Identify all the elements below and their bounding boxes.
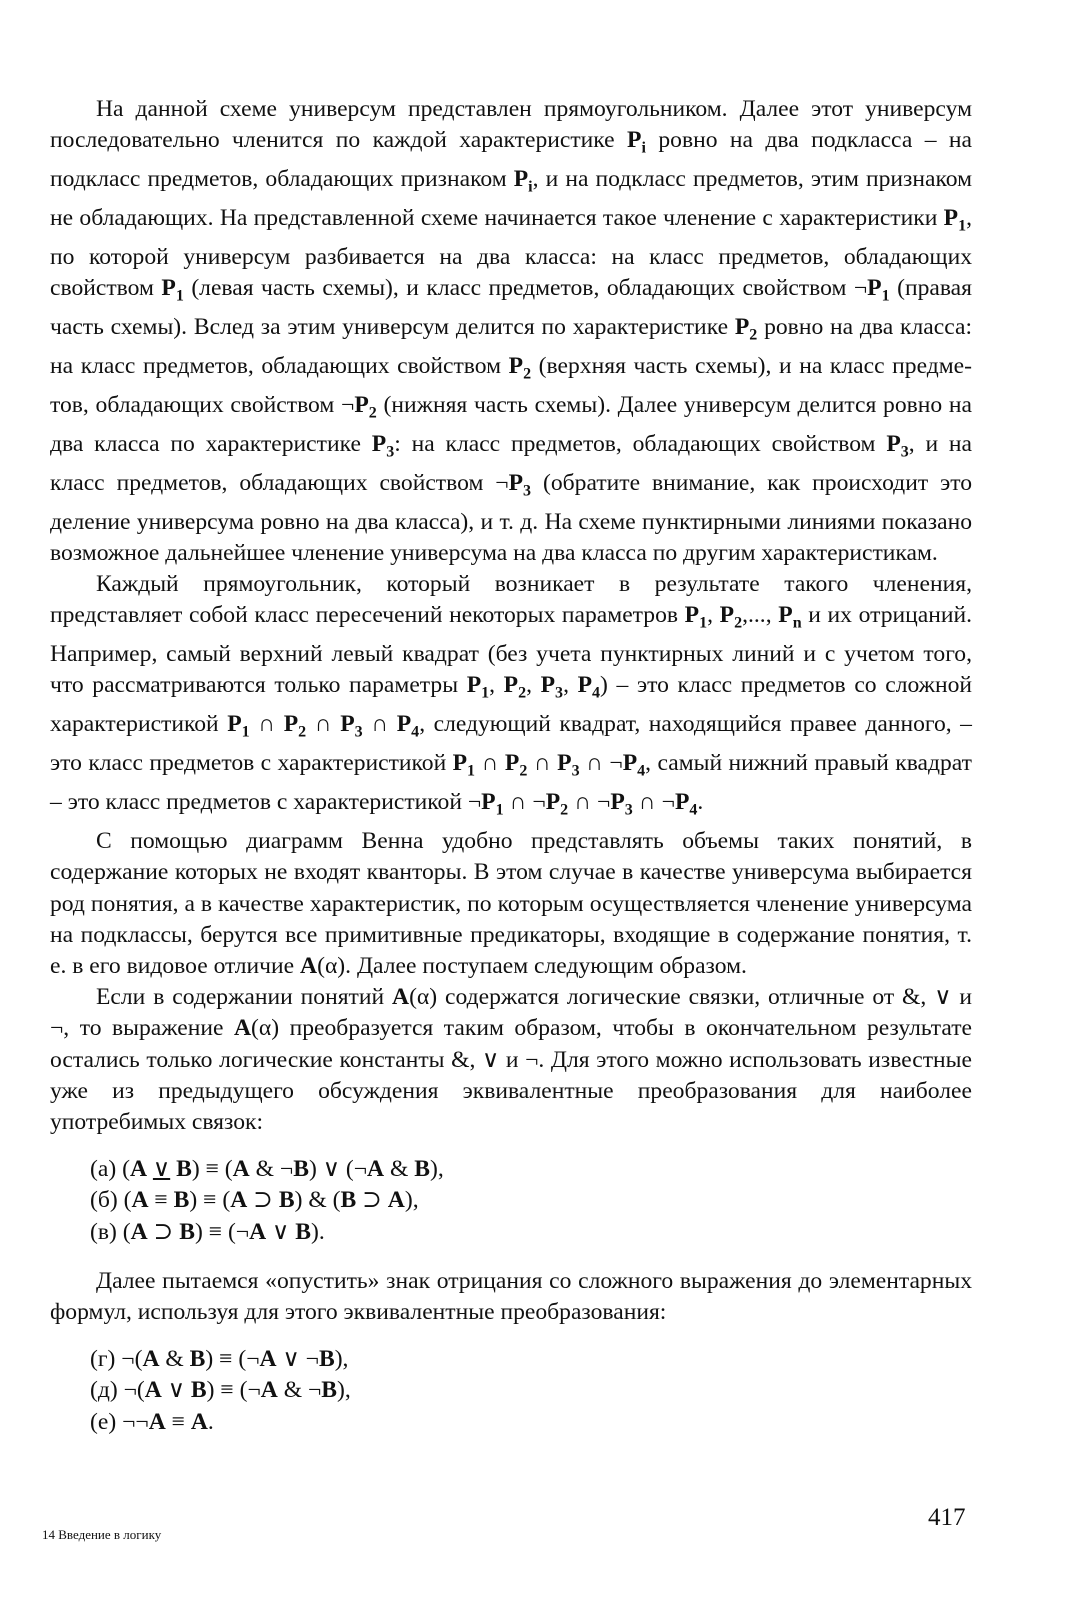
symbol-index: 2 <box>298 724 307 742</box>
symbol-index: 1 <box>495 801 504 819</box>
page-number: 417 <box>928 1504 966 1531</box>
symbol-index: 3 <box>624 801 633 819</box>
symbol-index: 4 <box>411 724 420 742</box>
text-run: , <box>563 672 578 699</box>
symbol-index: 1 <box>881 287 890 305</box>
symbol: P <box>540 672 556 699</box>
symbol: A <box>130 1218 148 1245</box>
paragraph-rectangles <box>50 569 972 826</box>
text-run: , <box>707 602 720 629</box>
text-run: , по которой универсум разбивается на два класса: на класс предметов, обладающих свойством <box>50 205 972 302</box>
symbol: P <box>396 711 412 738</box>
text-run: , и на подкласс предметов, этим признаком не обладающих. На представленной схеме начинается такое членение с характеристики <box>50 166 972 232</box>
symbol: B <box>340 1187 357 1214</box>
text-run: ∩ <box>527 750 558 777</box>
symbol: B <box>173 1187 190 1214</box>
symbol: P <box>452 750 468 777</box>
symbol: B <box>278 1187 295 1214</box>
symbol: A <box>131 1187 149 1214</box>
symbol: A <box>392 984 410 1011</box>
text-run: & <box>159 1346 190 1373</box>
text-run: ровно на два класса: на класс предметов, обладающих свойством <box>50 314 973 380</box>
symbol-index: 3 <box>571 763 580 780</box>
symbol: P <box>466 672 482 699</box>
text-run: и их отрицаний. Например, самый верхний левый квадрат (без учета пунктирных линий и с учетом того, что рассматриваются только параметры <box>50 602 973 699</box>
text-run: (α) преобразуется таким образом, чтобы в окончательном результате остались только логические константы &, ∨ и ¬. Для этого можно использовать известные уже из предыдущего обсуждения эквивалентные преобразования для наиболее употребимых связок: <box>50 1015 972 1135</box>
symbol: P <box>674 789 690 816</box>
text-run: , следующий квадрат, находящийся правее данного, – это класс предметов с характеристикой <box>50 711 972 777</box>
symbol: A <box>300 952 318 979</box>
text-run: ≡ <box>165 1408 191 1435</box>
symbol: A <box>367 1156 385 1183</box>
symbol-index: 2 <box>519 763 528 780</box>
symbol: B <box>321 1377 338 1404</box>
text-run: ) ≡ (¬ <box>206 1377 261 1404</box>
text-run: Каждый прямоугольник, который возникает в результате такого членения, представляет собой класс пересечений некоторых параметров <box>50 571 972 629</box>
text-run: На данной схеме универсум представлен прямоугольником. Далее этот универсум последовательно членится по каждой характеристике <box>50 96 972 154</box>
text-run: Далее пытаемся «опустить» знак отрицания со сложного выражения до элементарных формул, используя для этого эквивалентные преобразования: <box>50 1267 972 1325</box>
symbol: P <box>161 275 176 302</box>
symbol: P <box>508 353 524 380</box>
symbol-index: n <box>792 615 802 633</box>
text-run: , <box>489 672 504 699</box>
text-run: С помощью диаграмм Венна удобно представлять объемы таких понятий, в содержание которых не входят кванторы. В этом случае в качестве универсума выбирается род понятия, а в качестве характеристик, по которым осуществляется членение универсума на подклассы, берутся все примитивные предикаторы, входящие в содержание понятия, т. е. в его видовое отличие <box>50 828 972 979</box>
text-run: (д) ¬( <box>90 1377 145 1404</box>
symbol: P <box>227 711 242 738</box>
symbol: B <box>295 1218 311 1245</box>
symbol-index: 1 <box>467 763 476 780</box>
symbol: P <box>867 275 882 302</box>
symbol: P <box>734 314 750 341</box>
symbol-index: i <box>641 139 646 157</box>
symbol: P <box>481 789 496 816</box>
symbol-index: 4 <box>592 685 601 703</box>
symbol-index: 1 <box>958 217 967 235</box>
symbol-index: 3 <box>523 482 532 500</box>
symbol: P <box>622 750 638 777</box>
text-run: (б) ( <box>90 1187 132 1214</box>
text-run: & ¬ <box>249 1156 294 1183</box>
text-run: (правая часть схемы). Вслед за этим универсум делится по характеристике <box>50 275 972 341</box>
symbol: P <box>684 602 700 629</box>
text-run: ровно на два подкласса – на подкласс предметов, обладающих признаком <box>50 127 972 193</box>
symbol: A <box>144 1377 162 1404</box>
text-run: ∩ ¬ <box>632 789 675 816</box>
symbol: P <box>719 602 735 629</box>
symbol-index: 3 <box>386 443 395 461</box>
symbol: P <box>557 750 572 777</box>
text-run: ) – это класс предметов со сложной характеристикой <box>50 672 973 738</box>
symbol: P <box>627 127 642 154</box>
formula-b <box>90 1185 972 1216</box>
text-run: (α). Далее поступаем следующим образом. <box>317 952 747 979</box>
text-run: , <box>526 672 541 699</box>
text-run: & <box>384 1156 415 1183</box>
symbol: P <box>371 430 387 457</box>
formula-d <box>90 1375 972 1406</box>
symbol: P <box>283 711 299 738</box>
text-run: ) ≡ (¬ <box>194 1218 250 1245</box>
symbol: P <box>778 602 793 629</box>
symbol: A <box>142 1346 160 1373</box>
symbol: A <box>260 1377 278 1404</box>
text-run: ) & ( <box>294 1187 341 1214</box>
symbol: B <box>176 1156 192 1183</box>
symbol: A <box>190 1408 208 1435</box>
text-run: (в) ( <box>90 1218 131 1245</box>
symbol-index: 4 <box>637 763 646 780</box>
text-run: (верхняя часть схемы), и на класс предметов, обладающих свойством ¬ <box>50 353 972 418</box>
text-run: ,..., <box>742 602 779 629</box>
symbol-index: 2 <box>523 365 532 383</box>
formula-g <box>90 1344 972 1375</box>
text-run: ), <box>337 1377 351 1404</box>
symbol-index: 2 <box>734 615 743 633</box>
text-run: , и на класс предметов, обладающих свойством ¬ <box>50 430 973 496</box>
symbol: P <box>503 672 519 699</box>
symbol: A <box>232 1156 250 1183</box>
strict-disjunction-symbol: ∨ <box>152 1156 171 1183</box>
text-run: (а) ( <box>90 1156 130 1183</box>
text-run: . <box>207 1408 214 1435</box>
text-run: ), <box>404 1187 419 1214</box>
text-run: Если в содержании понятий <box>96 984 393 1011</box>
text-run: (е) ¬¬ <box>90 1408 149 1435</box>
symbol-index: 2 <box>368 404 377 422</box>
text-run: ∩ ¬ <box>579 750 623 777</box>
text-run: ). <box>310 1218 325 1245</box>
paragraph-venn-diagrams <box>50 826 972 982</box>
symbol: B <box>189 1346 206 1373</box>
symbol-index: 1 <box>481 685 490 703</box>
symbol: P <box>340 711 355 738</box>
text-run: ) ≡ ( <box>189 1187 231 1214</box>
text-run: ∨ <box>266 1218 296 1245</box>
formula-v <box>90 1217 972 1248</box>
text-run: ∩ <box>306 711 341 738</box>
text-run: ∩ ¬ <box>568 789 611 816</box>
symbol: P <box>943 205 959 232</box>
paragraph-universe-division <box>50 94 972 569</box>
symbol: B <box>190 1377 207 1404</box>
symbol: A <box>233 1015 252 1042</box>
symbol: P <box>354 391 369 418</box>
text-run: ∩ <box>475 750 505 777</box>
text-run: ∨ ¬ <box>276 1346 319 1373</box>
footer-signature-note: 14 Введение в логику <box>42 1527 162 1542</box>
symbol-index: 1 <box>241 724 250 742</box>
symbol-index: 1 <box>699 615 708 633</box>
text-run: ) ≡ ( <box>191 1156 233 1183</box>
text-run: (левая часть схемы), и класс предметов, обладающих свойством ¬ <box>183 275 868 302</box>
text-run: ) ∨ (¬ <box>308 1156 368 1183</box>
text-run: ∩ <box>249 711 284 738</box>
symbol-index: 4 <box>689 801 698 819</box>
text-run: ⊃ <box>147 1218 180 1245</box>
text-run: ⊃ <box>356 1187 388 1214</box>
text-run: & ¬ <box>277 1377 322 1404</box>
symbol-index: 2 <box>749 326 758 344</box>
text-run: (обратите внимание, как происходит это деление универсума ровно на два класса), и т. д. На схеме пунктирными линиями показано возможное дальнейшее членение универсума на два класса по другим характеристикам. <box>50 469 972 566</box>
symbol-index: 3 <box>900 443 909 461</box>
text-run: , самый нижний правый квадрат – это класс предметов с характеристикой ¬ <box>50 750 972 816</box>
symbol: A <box>387 1187 405 1214</box>
symbol: P <box>504 750 520 777</box>
symbol-index: 1 <box>175 287 184 305</box>
text-run: (нижняя часть схемы). Далее универсум делится ровно на два класса по характеристике <box>50 391 973 457</box>
symbol: A <box>230 1187 248 1214</box>
text-run: : на класс предметов, обладающих свойством <box>394 430 887 457</box>
symbol: B <box>318 1346 335 1373</box>
symbol-index: 3 <box>354 724 363 742</box>
text-run: ), <box>334 1346 349 1373</box>
formula-list-negation <box>90 1344 972 1438</box>
text-run: (г) ¬( <box>90 1346 143 1373</box>
symbol: P <box>513 166 529 193</box>
symbol: B <box>179 1218 195 1245</box>
symbol-index: 3 <box>555 685 564 703</box>
symbol: A <box>148 1408 166 1435</box>
text-run: ∩ <box>362 711 397 738</box>
text-run: ≡ <box>148 1187 174 1214</box>
text-run: . <box>697 789 704 816</box>
text-run: ), <box>429 1156 444 1183</box>
text-run: (α) содержатся логические связки, отличные от &, ∨ и ¬, то выражение <box>50 984 973 1042</box>
paragraph-negation <box>50 1266 972 1328</box>
text-run: ∩ ¬ <box>503 789 546 816</box>
page-body <box>50 94 972 1456</box>
symbol: P <box>508 469 524 496</box>
symbol: A <box>249 1218 267 1245</box>
symbol: P <box>577 672 593 699</box>
symbol: A <box>259 1346 277 1373</box>
text-run: ⊃ <box>247 1187 279 1214</box>
symbol-index: 2 <box>518 685 527 703</box>
paragraph-logical-connectives <box>50 982 972 1138</box>
formula-e <box>90 1407 972 1438</box>
symbol: P <box>610 789 625 816</box>
symbol: B <box>293 1156 309 1183</box>
text-run: ) ≡ (¬ <box>205 1346 260 1373</box>
formula-list-equivalences <box>90 1154 972 1248</box>
text-run: ∨ <box>161 1377 191 1404</box>
symbol-index: i <box>528 178 533 196</box>
symbol: A <box>129 1156 147 1183</box>
symbol-index: 2 <box>560 801 569 819</box>
symbol: P <box>545 789 561 816</box>
symbol: P <box>886 430 901 457</box>
symbol: B <box>414 1156 430 1183</box>
formula-a <box>90 1154 972 1185</box>
